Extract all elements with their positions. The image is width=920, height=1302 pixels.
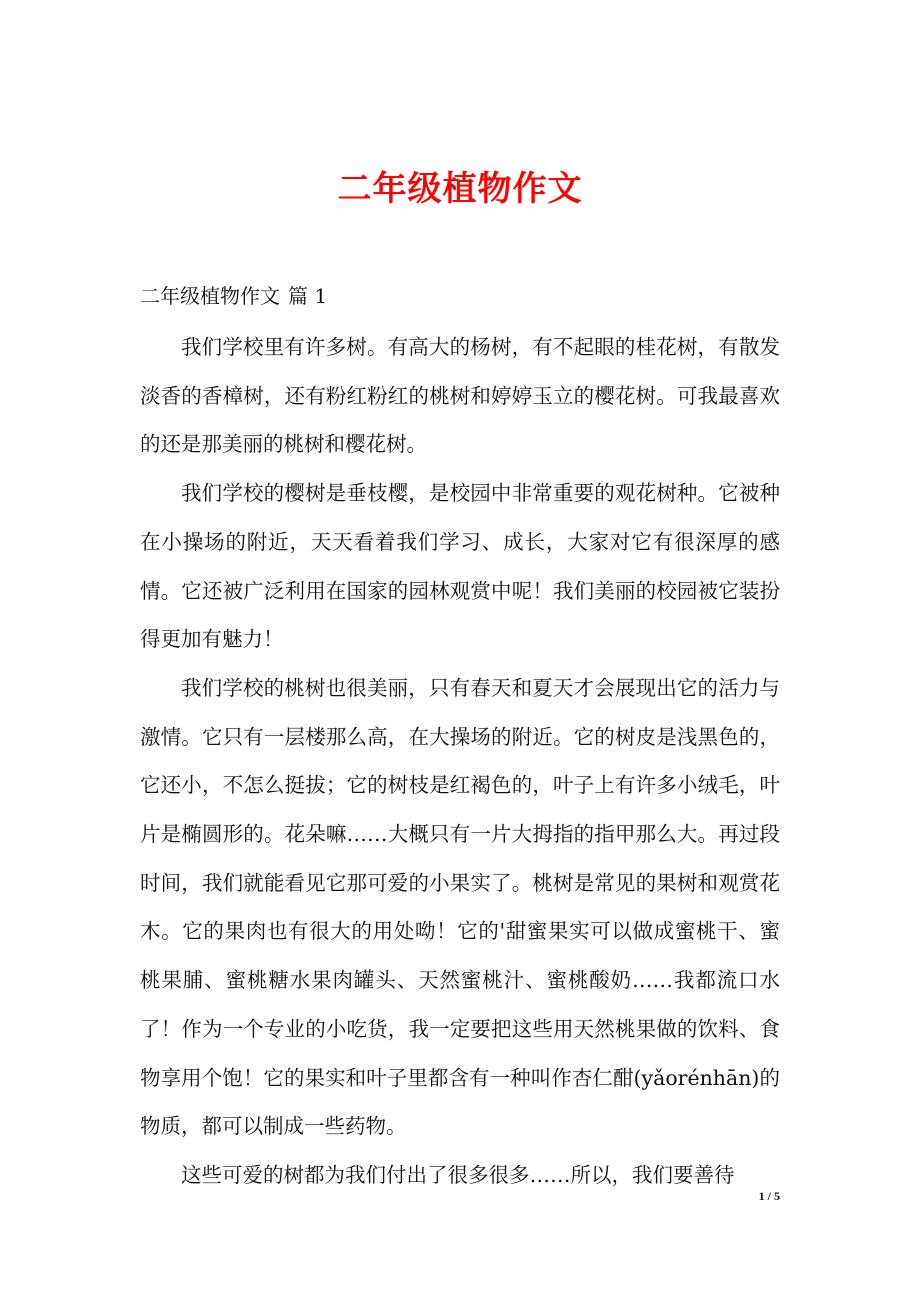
paragraph-1: 我们学校里有许多树。有高大的杨树，有不起眼的桂花树，有散发淡香的香樟树，还有粉红粉红的桃树和婷婷玉立的樱花树。可我最喜欢的还是那美丽的桃树和樱花树。 xyxy=(140,335,780,457)
document-title: 二年级植物作文 xyxy=(337,168,583,209)
paragraph-2: 我们学校的樱树是垂枝樱，是校园中非常重要的观花树种。它被种在小操场的附近，天天看着我们学习、成长，大家对它有很深厚的感情。它还被广泛利用在国家的园林观赏中呢！我们美丽的校园被它装扮得更加有魅力！ xyxy=(140,481,780,652)
document-body xyxy=(140,323,780,1200)
paragraph-4: 这些可爱的树都为我们付出了很多很多……所以，我们要善待 xyxy=(181,1162,735,1187)
section-heading-text: 二年级植物作文 xyxy=(140,284,280,308)
page-number: 1 / 5 xyxy=(758,1189,780,1203)
paragraph-3: 我们学校的桃树也很美丽，只有春天和夏天才会展现出它的活力与激情。它只有一层楼那么高，在大操场的附近。它的树皮是浅黑色的，它还小，不怎么挺拔；它的树枝是红褐色的，叶子上有许多小绒毛，叶片是椭圆形的。花朵嘛……大概只有一片大拇指的指甲那么大。再过段时间，我们就能看见它那可爱的小果实了。桃树是常见的果树和观赏花木。它的果肉也有很大的用处呦！它的'甜蜜果实可以做成蜜桃干、蜜桃果脯、蜜桃糖水果肉罐头、天然蜜桃汁、蜜桃酸奶……我都流口水了！作为一个专业的小吃货，我一定要把这些用天然桃果做的饮料、食物享用个饱！它的果实和叶子里都含有一种叫作杏仁酣(yǎorénhān)的物质，都可以制成一些药物。 xyxy=(140,675,780,1139)
section-label: 篇 1 xyxy=(288,284,328,308)
section-heading xyxy=(140,280,327,312)
